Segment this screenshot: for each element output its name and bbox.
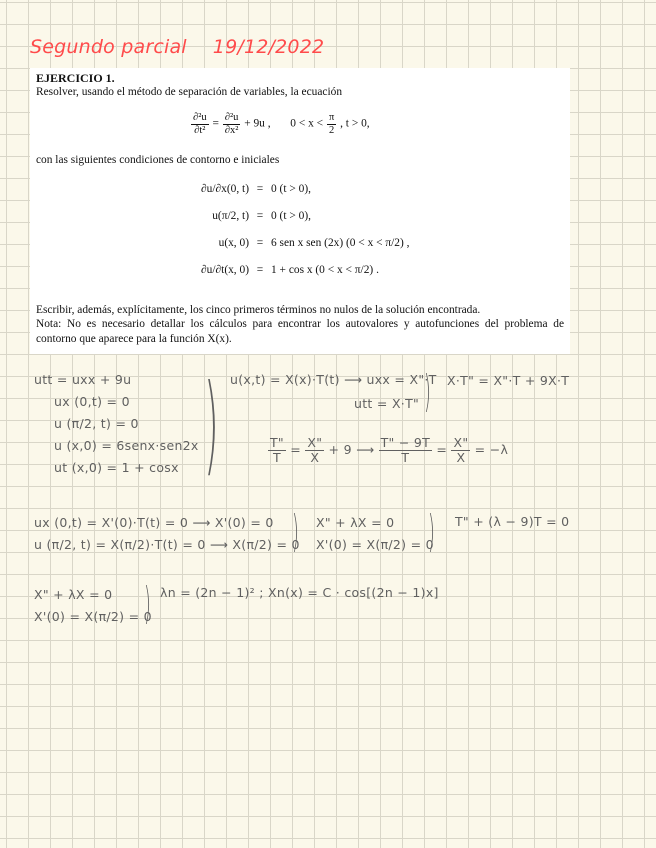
conditions-intro: con las siguientes condiciones de contorno e iniciales	[36, 154, 280, 166]
hw-frac-x2	[451, 436, 470, 465]
rhs-numerator: ∂²u	[224, 112, 239, 123]
domain-text: 0 < x <	[290, 117, 324, 130]
hw-bc-2: u (π/2, t) = 0	[54, 416, 139, 431]
hw-frac-num: T" − 9T	[380, 435, 431, 450]
conditions-block	[165, 176, 410, 284]
hw-separation-result: X·T" = X"·T + 9X·T	[447, 373, 570, 388]
condition-eq: =	[256, 264, 264, 277]
exercise-heading: EJERCICIO 1.	[36, 71, 115, 85]
pi-half-fraction	[327, 112, 336, 136]
rhs-rest: + 9u ,	[244, 117, 271, 130]
rhs-fraction	[223, 112, 241, 136]
hw-brace-5: )	[144, 578, 151, 629]
exercise-intro: Resolver, usando el método de separación de variables, la ecuación	[36, 86, 343, 98]
condition-rhs: 0 (t > 0),	[271, 210, 311, 223]
lhs-denominator: ∂t²	[194, 124, 206, 136]
hw-bc-derivation-2: u (π/2, t) = X(π/2)·T(t) = 0 ⟶ X(π/2) = 0	[34, 537, 300, 552]
hw-brace-4: )	[428, 506, 435, 557]
condition-row	[165, 203, 410, 230]
lhs-numerator: ∂²u	[193, 112, 207, 123]
handwritten-problem	[34, 369, 199, 479]
hw-ev-2: X'(0) = X(π/2) = 0	[34, 609, 152, 624]
hw-eigenproblem	[34, 584, 152, 628]
exercise-outro	[36, 303, 564, 346]
hw-ode-x	[316, 512, 434, 556]
title-date: 19/12/2022	[212, 36, 325, 58]
hw-eq: =	[290, 441, 302, 457]
condition-row	[165, 257, 410, 284]
hw-frac-num: X"	[453, 435, 469, 450]
condition-rhs: 1 + cos x (0 < x < π/2) .	[271, 264, 379, 277]
hw-brace-3: )	[292, 506, 299, 557]
hw-frac-den: T	[401, 449, 410, 465]
condition-lhs: ∂u/∂x(0, t)	[201, 183, 249, 196]
hw-separation-2: utt = X·T"	[354, 396, 420, 411]
hw-frac-t	[268, 436, 286, 465]
condition-lhs: ∂u/∂t(x, 0)	[201, 264, 249, 277]
exercise-statement	[30, 68, 570, 354]
equals-sign: =	[212, 117, 219, 130]
hw-frac-num: X"	[307, 435, 323, 450]
hw-frac-x	[305, 436, 324, 465]
condition-rhs: 6 sen x sen (2x) (0 < x < π/2) ,	[271, 237, 410, 250]
hw-frac-den: X	[310, 449, 320, 465]
hw-ode-x-1: X" + λX = 0	[316, 515, 395, 530]
hw-ode-x-2: X'(0) = X(π/2) = 0	[316, 537, 434, 552]
condition-row	[165, 176, 410, 203]
outro-note: Nota: No es necesario detallar los cálculos para encontrar los autovalores y autofunciones del problema de contorno que aparece para la función X(x).	[36, 318, 564, 345]
condition-eq: =	[256, 237, 264, 250]
hw-eq: =	[436, 441, 448, 457]
condition-lhs: u(π/2, t)	[212, 210, 249, 223]
hw-plus: + 9 ⟶	[328, 441, 375, 457]
page-title	[30, 36, 324, 58]
hw-frac-den: T	[273, 449, 281, 465]
hw-ic-2: ut (x,0) = 1 + cosx	[54, 460, 179, 475]
condition-lhs: u(x, 0)	[218, 237, 249, 250]
hw-bc-derivation-1: ux (0,t) = X'(0)·T(t) = 0 ⟶ X'(0) = 0	[34, 515, 274, 530]
rhs-denominator: ∂x²	[224, 124, 239, 136]
lhs-fraction	[191, 112, 209, 136]
hw-ev-1: X" + λX = 0	[34, 587, 113, 602]
main-equation	[190, 112, 370, 136]
outro-line-1: Escribir, además, explícitamente, los cinco primeros términos no nulos de la solución encontrada.	[36, 304, 481, 316]
condition-eq: =	[256, 210, 264, 223]
pi-denominator: 2	[328, 124, 335, 136]
title-text: Segundo parcial	[30, 36, 187, 58]
hw-frac-num: T"	[270, 435, 284, 450]
hw-frac-den: X	[456, 449, 466, 465]
hw-ic-1: u (x,0) = 6senx·sen2x	[54, 438, 199, 453]
hw-boundary	[34, 512, 300, 556]
hw-separation-1: u(x,t) = X(x)·T(t) ⟶ uxx = X"·T	[230, 372, 437, 387]
condition-eq: =	[256, 183, 264, 196]
hw-pde: utt = uxx + 9u	[34, 372, 132, 387]
hw-brace-2: )	[424, 366, 431, 417]
hw-lambda: = −λ	[474, 441, 509, 457]
hw-frac-t2	[379, 436, 433, 465]
pi-numerator: π	[328, 112, 335, 123]
condition-row	[165, 230, 410, 257]
condition-rhs: 0 (t > 0),	[271, 183, 311, 196]
hw-ode-t: T" + (λ − 9)T = 0	[455, 514, 570, 529]
hw-brace-1: )	[204, 362, 219, 487]
hw-ratio-line	[268, 436, 508, 465]
hw-eigen-result: λn = (2n − 1)² ; Xn(x) = C · cos[(2n − 1)x]	[160, 585, 439, 600]
domain-end: , t > 0,	[340, 117, 370, 130]
hw-bc-1: ux (0,t) = 0	[54, 394, 130, 409]
